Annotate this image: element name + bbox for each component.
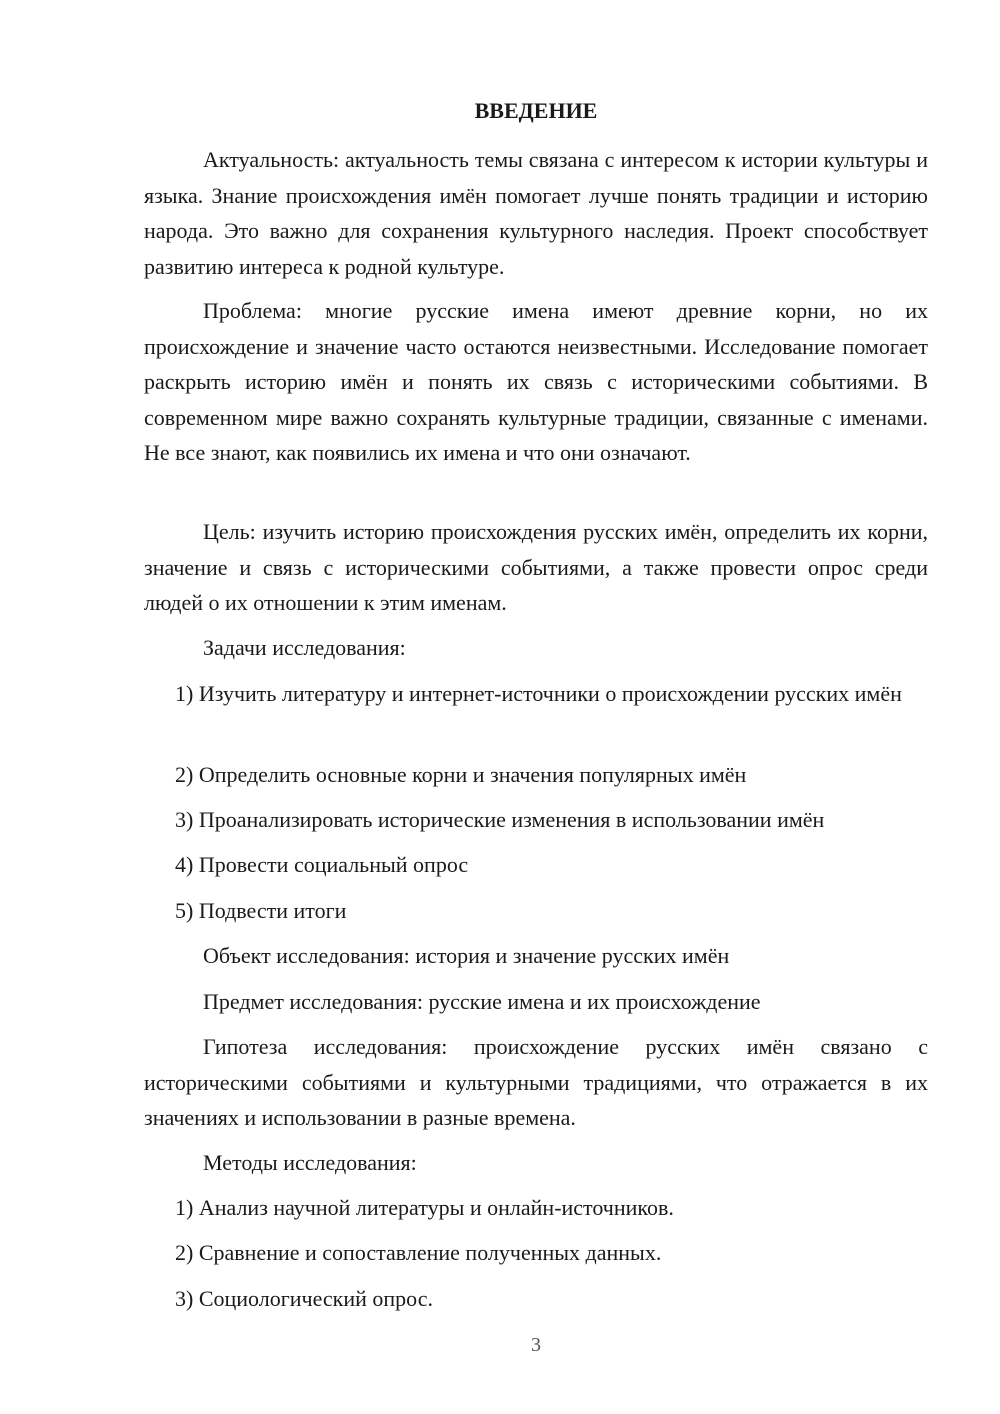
task-item-5: 5) Подвести итоги	[175, 898, 347, 923]
page-number: 3	[531, 1334, 541, 1356]
relevance-paragraph: Актуальность: актуальность темы связана с интересом к истории культуры и языка. Знание происхождения имён помогает лучше понять традиции и историю народа. Это важно для сохранения культурного наследия. Проект способствует развитию интереса к родной культуре.	[144, 147, 928, 279]
method-item-1: 1) Анализ научной литературы и онлайн-источников.	[175, 1195, 674, 1220]
task-item-3: 3) Проанализировать исторические изменения в использовании имён	[175, 807, 825, 832]
task-item-2: 2) Определить основные корни и значения популярных имён	[175, 762, 747, 787]
task-item-4: 4) Провести социальный опрос	[175, 852, 469, 877]
task-item-1: 1) Изучить литературу и интернет-источники о происхождении русских имён	[175, 681, 902, 706]
goal-paragraph: Цель: изучить историю происхождения русских имён, определить их корни, значение и связь с историческими событиями, а также провести опрос среди людей о их отношении к этим именам.	[144, 519, 928, 615]
method-item-3: 3) Социологический опрос.	[175, 1286, 433, 1311]
hypothesis-paragraph: Гипотеза исследования: происхождение русских имён связано с историческими событиями и культурными традициями, что отражается в их значениях и использовании в разные времена.	[144, 1034, 928, 1130]
tasks-label: Задачи исследования:	[203, 635, 406, 660]
section-title: ВВЕДЕНИЕ	[474, 98, 598, 123]
object-paragraph: Объект исследования: история и значение русских имён	[203, 943, 730, 968]
method-item-2: 2) Сравнение и сопоставление полученных данных.	[175, 1240, 662, 1265]
methods-label: Методы исследования:	[203, 1150, 417, 1175]
problem-paragraph: Проблема: многие русские имена имеют древние корни, но их происхождение и значение часто остаются неизвестными. Исследование помогает раскрыть историю имён и понять их связь с историческими событиями. В современном мире важно сохранять культурные традиции, связанные с именами. Не все знают, как появились их имена и что они означают.	[144, 298, 928, 465]
subject-paragraph: Предмет исследования: русские имена и их происхождение	[203, 989, 761, 1014]
